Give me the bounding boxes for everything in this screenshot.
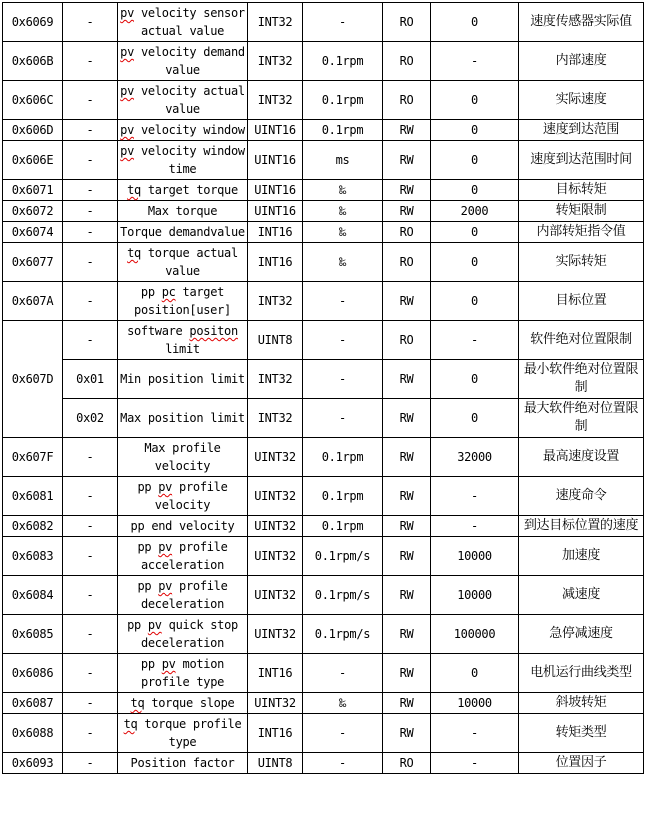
- misspelled-word: tq: [123, 717, 138, 731]
- data-type-cell: UINT16: [248, 141, 303, 180]
- misspelled-word: pv: [147, 618, 162, 632]
- description-cell: 位置因子: [519, 753, 644, 774]
- default-value-cell: 0: [431, 282, 519, 321]
- name-cell: pv velocity demand value: [118, 42, 248, 81]
- table-body: [3, 3, 644, 774]
- description-cell: 最小软件绝对位置限制: [519, 360, 644, 399]
- access-cell: RW: [383, 516, 431, 537]
- access-cell: RW: [383, 615, 431, 654]
- subindex-cell: -: [63, 615, 118, 654]
- description-cell: 电机运行曲线类型: [519, 654, 644, 693]
- description-cell: 目标转矩: [519, 180, 644, 201]
- default-value-cell: 0: [431, 360, 519, 399]
- index-cell: 0x607A: [3, 282, 63, 321]
- description-cell: 目标位置: [519, 282, 644, 321]
- data-type-cell: UINT8: [248, 753, 303, 774]
- data-type-cell: UINT8: [248, 321, 303, 360]
- misspelled-word: pv: [158, 540, 173, 554]
- unit-cell: 0.1rpm: [303, 438, 383, 477]
- default-value-cell: 2000: [431, 201, 519, 222]
- unit-cell: 0.1rpm: [303, 477, 383, 516]
- description-cell: 转矩类型: [519, 714, 644, 753]
- default-value-cell: -: [431, 321, 519, 360]
- name-cell: pp pv profile acceleration: [118, 537, 248, 576]
- index-cell: 0x6087: [3, 693, 63, 714]
- table-row: [3, 693, 644, 714]
- index-cell: 0x607D: [3, 321, 63, 438]
- misspelled-word: pv: [120, 6, 134, 20]
- misspelled-word: pv: [161, 657, 176, 671]
- subindex-cell: -: [63, 576, 118, 615]
- subindex-cell: -: [63, 3, 118, 42]
- unit-cell: -: [303, 654, 383, 693]
- subindex-cell: -: [63, 222, 118, 243]
- data-type-cell: INT32: [248, 282, 303, 321]
- access-cell: RW: [383, 399, 431, 438]
- name-cell: software positon limit: [118, 321, 248, 360]
- index-cell: 0x6082: [3, 516, 63, 537]
- subindex-cell: -: [63, 516, 118, 537]
- default-value-cell: 0: [431, 243, 519, 282]
- name-cell: tq torque profile type: [118, 714, 248, 753]
- index-cell: 0x6084: [3, 576, 63, 615]
- table-row: [3, 81, 644, 120]
- name-cell: pp pv profile velocity: [118, 477, 248, 516]
- default-value-cell: -: [431, 753, 519, 774]
- description-cell: 加速度: [519, 537, 644, 576]
- description-cell: 减速度: [519, 576, 644, 615]
- table-row: [3, 537, 644, 576]
- default-value-cell: 0: [431, 141, 519, 180]
- index-cell: 0x607F: [3, 438, 63, 477]
- object-dictionary-table: [2, 2, 644, 774]
- description-cell: 速度到达范围时间: [519, 141, 644, 180]
- index-cell: 0x6086: [3, 654, 63, 693]
- unit-cell: -: [303, 3, 383, 42]
- misspelled-word: pv: [158, 480, 173, 494]
- default-value-cell: 0: [431, 654, 519, 693]
- misspelled-word: pc: [161, 285, 176, 299]
- data-type-cell: UINT32: [248, 516, 303, 537]
- subindex-cell: -: [63, 714, 118, 753]
- name-cell: Torque demandvalue: [118, 222, 248, 243]
- unit-cell: 0.1rpm/s: [303, 537, 383, 576]
- name-cell: pp pv motion profile type: [118, 654, 248, 693]
- subindex-cell: -: [63, 42, 118, 81]
- index-cell: 0x6069: [3, 3, 63, 42]
- default-value-cell: 10000: [431, 576, 519, 615]
- table-row: [3, 3, 644, 42]
- unit-cell: 0.1rpm: [303, 120, 383, 141]
- table-row: [3, 753, 644, 774]
- data-type-cell: INT16: [248, 243, 303, 282]
- description-cell: 斜坡转矩: [519, 693, 644, 714]
- table-row: [3, 243, 644, 282]
- description-cell: 急停减速度: [519, 615, 644, 654]
- misspelled-word: pv: [120, 144, 134, 158]
- access-cell: RO: [383, 81, 431, 120]
- default-value-cell: -: [431, 42, 519, 81]
- name-cell: pv velocity window time: [118, 141, 248, 180]
- default-value-cell: 0: [431, 120, 519, 141]
- name-cell: Position factor: [118, 753, 248, 774]
- access-cell: RO: [383, 243, 431, 282]
- table-row: [3, 477, 644, 516]
- default-value-cell: -: [431, 714, 519, 753]
- access-cell: RW: [383, 141, 431, 180]
- access-cell: RW: [383, 714, 431, 753]
- name-cell: Min position limit: [118, 360, 248, 399]
- data-type-cell: UINT32: [248, 693, 303, 714]
- description-cell: 实际转矩: [519, 243, 644, 282]
- data-type-cell: INT32: [248, 399, 303, 438]
- subindex-cell: -: [63, 282, 118, 321]
- description-cell: 内部转矩指令值: [519, 222, 644, 243]
- access-cell: RW: [383, 360, 431, 399]
- table-row: [3, 654, 644, 693]
- data-type-cell: INT32: [248, 3, 303, 42]
- unit-cell: ‰: [303, 180, 383, 201]
- data-type-cell: UINT32: [248, 537, 303, 576]
- description-cell: 最高速度设置: [519, 438, 644, 477]
- access-cell: RW: [383, 537, 431, 576]
- table-row: [3, 516, 644, 537]
- access-cell: RO: [383, 3, 431, 42]
- unit-cell: ‰: [303, 693, 383, 714]
- index-cell: 0x6085: [3, 615, 63, 654]
- index-cell: 0x606C: [3, 81, 63, 120]
- description-cell: 最大软件绝对位置限制: [519, 399, 644, 438]
- name-cell: pp end velocity: [118, 516, 248, 537]
- unit-cell: ‰: [303, 222, 383, 243]
- table-row: [3, 120, 644, 141]
- data-type-cell: INT32: [248, 360, 303, 399]
- access-cell: RO: [383, 42, 431, 81]
- access-cell: RW: [383, 438, 431, 477]
- default-value-cell: -: [431, 477, 519, 516]
- default-value-cell: 0: [431, 81, 519, 120]
- data-type-cell: INT32: [248, 81, 303, 120]
- name-cell: pv velocity window: [118, 120, 248, 141]
- access-cell: RW: [383, 180, 431, 201]
- index-cell: 0x606E: [3, 141, 63, 180]
- description-cell: 转矩限制: [519, 201, 644, 222]
- misspelled-word: tq: [127, 246, 141, 260]
- data-type-cell: UINT32: [248, 615, 303, 654]
- default-value-cell: -: [431, 516, 519, 537]
- subindex-cell: -: [63, 180, 118, 201]
- subindex-cell: -: [63, 81, 118, 120]
- index-cell: 0x6071: [3, 180, 63, 201]
- data-type-cell: INT32: [248, 42, 303, 81]
- unit-cell: -: [303, 282, 383, 321]
- subindex-cell: -: [63, 201, 118, 222]
- table-row: [3, 360, 644, 399]
- index-cell: 0x6083: [3, 537, 63, 576]
- data-type-cell: UINT16: [248, 201, 303, 222]
- description-cell: 速度传感器实际值: [519, 3, 644, 42]
- data-type-cell: UINT16: [248, 180, 303, 201]
- misspelled-word: pv: [120, 123, 134, 137]
- unit-cell: 0.1rpm/s: [303, 615, 383, 654]
- name-cell: tq target torque: [118, 180, 248, 201]
- data-type-cell: UINT32: [248, 438, 303, 477]
- unit-cell: ‰: [303, 201, 383, 222]
- access-cell: RO: [383, 321, 431, 360]
- access-cell: RW: [383, 477, 431, 516]
- misspelled-word: positon: [189, 324, 238, 338]
- table-row: [3, 222, 644, 243]
- unit-cell: 0.1rpm: [303, 516, 383, 537]
- subindex-cell: -: [63, 120, 118, 141]
- name-cell: Max torque: [118, 201, 248, 222]
- unit-cell: -: [303, 399, 383, 438]
- name-cell: tq torque actual value: [118, 243, 248, 282]
- default-value-cell: 0: [431, 3, 519, 42]
- subindex-cell: -: [63, 321, 118, 360]
- default-value-cell: 0: [431, 180, 519, 201]
- access-cell: RW: [383, 201, 431, 222]
- data-type-cell: UINT32: [248, 477, 303, 516]
- subindex-cell: -: [63, 141, 118, 180]
- unit-cell: -: [303, 360, 383, 399]
- default-value-cell: 10000: [431, 693, 519, 714]
- subindex-cell: -: [63, 654, 118, 693]
- misspelled-word: tq: [127, 183, 141, 197]
- misspelled-word: pv: [120, 84, 134, 98]
- description-cell: 速度到达范围: [519, 120, 644, 141]
- table-row: [3, 42, 644, 81]
- index-cell: 0x6093: [3, 753, 63, 774]
- table-row: [3, 438, 644, 477]
- data-type-cell: UINT32: [248, 576, 303, 615]
- unit-cell: 0.1rpm: [303, 81, 383, 120]
- unit-cell: ms: [303, 141, 383, 180]
- index-cell: 0x606B: [3, 42, 63, 81]
- index-cell: 0x6077: [3, 243, 63, 282]
- table-row: [3, 141, 644, 180]
- default-value-cell: 0: [431, 222, 519, 243]
- subindex-cell: -: [63, 477, 118, 516]
- access-cell: RW: [383, 576, 431, 615]
- access-cell: RO: [383, 222, 431, 243]
- misspelled-word: pv: [120, 45, 134, 59]
- name-cell: pv velocity sensor actual value: [118, 3, 248, 42]
- description-cell: 到达目标位置的速度: [519, 516, 644, 537]
- subindex-cell: -: [63, 753, 118, 774]
- default-value-cell: 100000: [431, 615, 519, 654]
- table-row: [3, 201, 644, 222]
- subindex-cell: 0x02: [63, 399, 118, 438]
- name-cell: Max position limit: [118, 399, 248, 438]
- table-row: [3, 282, 644, 321]
- table-row: [3, 180, 644, 201]
- name-cell: Max profile velocity: [118, 438, 248, 477]
- data-type-cell: INT16: [248, 714, 303, 753]
- table-row: [3, 576, 644, 615]
- name-cell: pp pc target position[user]: [118, 282, 248, 321]
- access-cell: RW: [383, 282, 431, 321]
- access-cell: RW: [383, 693, 431, 714]
- subindex-cell: -: [63, 537, 118, 576]
- unit-cell: ‰: [303, 243, 383, 282]
- table-row: [3, 399, 644, 438]
- unit-cell: -: [303, 753, 383, 774]
- name-cell: pp pv quick stop deceleration: [118, 615, 248, 654]
- description-cell: 速度命令: [519, 477, 644, 516]
- table-row: [3, 321, 644, 360]
- access-cell: RW: [383, 120, 431, 141]
- index-cell: 0x6081: [3, 477, 63, 516]
- table-row: [3, 714, 644, 753]
- name-cell: pv velocity actual value: [118, 81, 248, 120]
- default-value-cell: 0: [431, 399, 519, 438]
- name-cell: pp pv profile deceleration: [118, 576, 248, 615]
- misspelled-word: tq: [130, 696, 145, 710]
- description-cell: 实际速度: [519, 81, 644, 120]
- description-cell: 内部速度: [519, 42, 644, 81]
- index-cell: 0x6074: [3, 222, 63, 243]
- unit-cell: 0.1rpm: [303, 42, 383, 81]
- data-type-cell: INT16: [248, 654, 303, 693]
- index-cell: 0x6088: [3, 714, 63, 753]
- subindex-cell: 0x01: [63, 360, 118, 399]
- subindex-cell: -: [63, 438, 118, 477]
- default-value-cell: 10000: [431, 537, 519, 576]
- access-cell: RO: [383, 753, 431, 774]
- data-type-cell: UINT16: [248, 120, 303, 141]
- default-value-cell: 32000: [431, 438, 519, 477]
- data-type-cell: INT16: [248, 222, 303, 243]
- table-row: [3, 615, 644, 654]
- index-cell: 0x606D: [3, 120, 63, 141]
- misspelled-word: pv: [158, 579, 173, 593]
- unit-cell: -: [303, 714, 383, 753]
- access-cell: RW: [383, 654, 431, 693]
- description-cell: 软件绝对位置限制: [519, 321, 644, 360]
- subindex-cell: -: [63, 243, 118, 282]
- unit-cell: -: [303, 321, 383, 360]
- subindex-cell: -: [63, 693, 118, 714]
- unit-cell: 0.1rpm/s: [303, 576, 383, 615]
- name-cell: tq torque slope: [118, 693, 248, 714]
- index-cell: 0x6072: [3, 201, 63, 222]
